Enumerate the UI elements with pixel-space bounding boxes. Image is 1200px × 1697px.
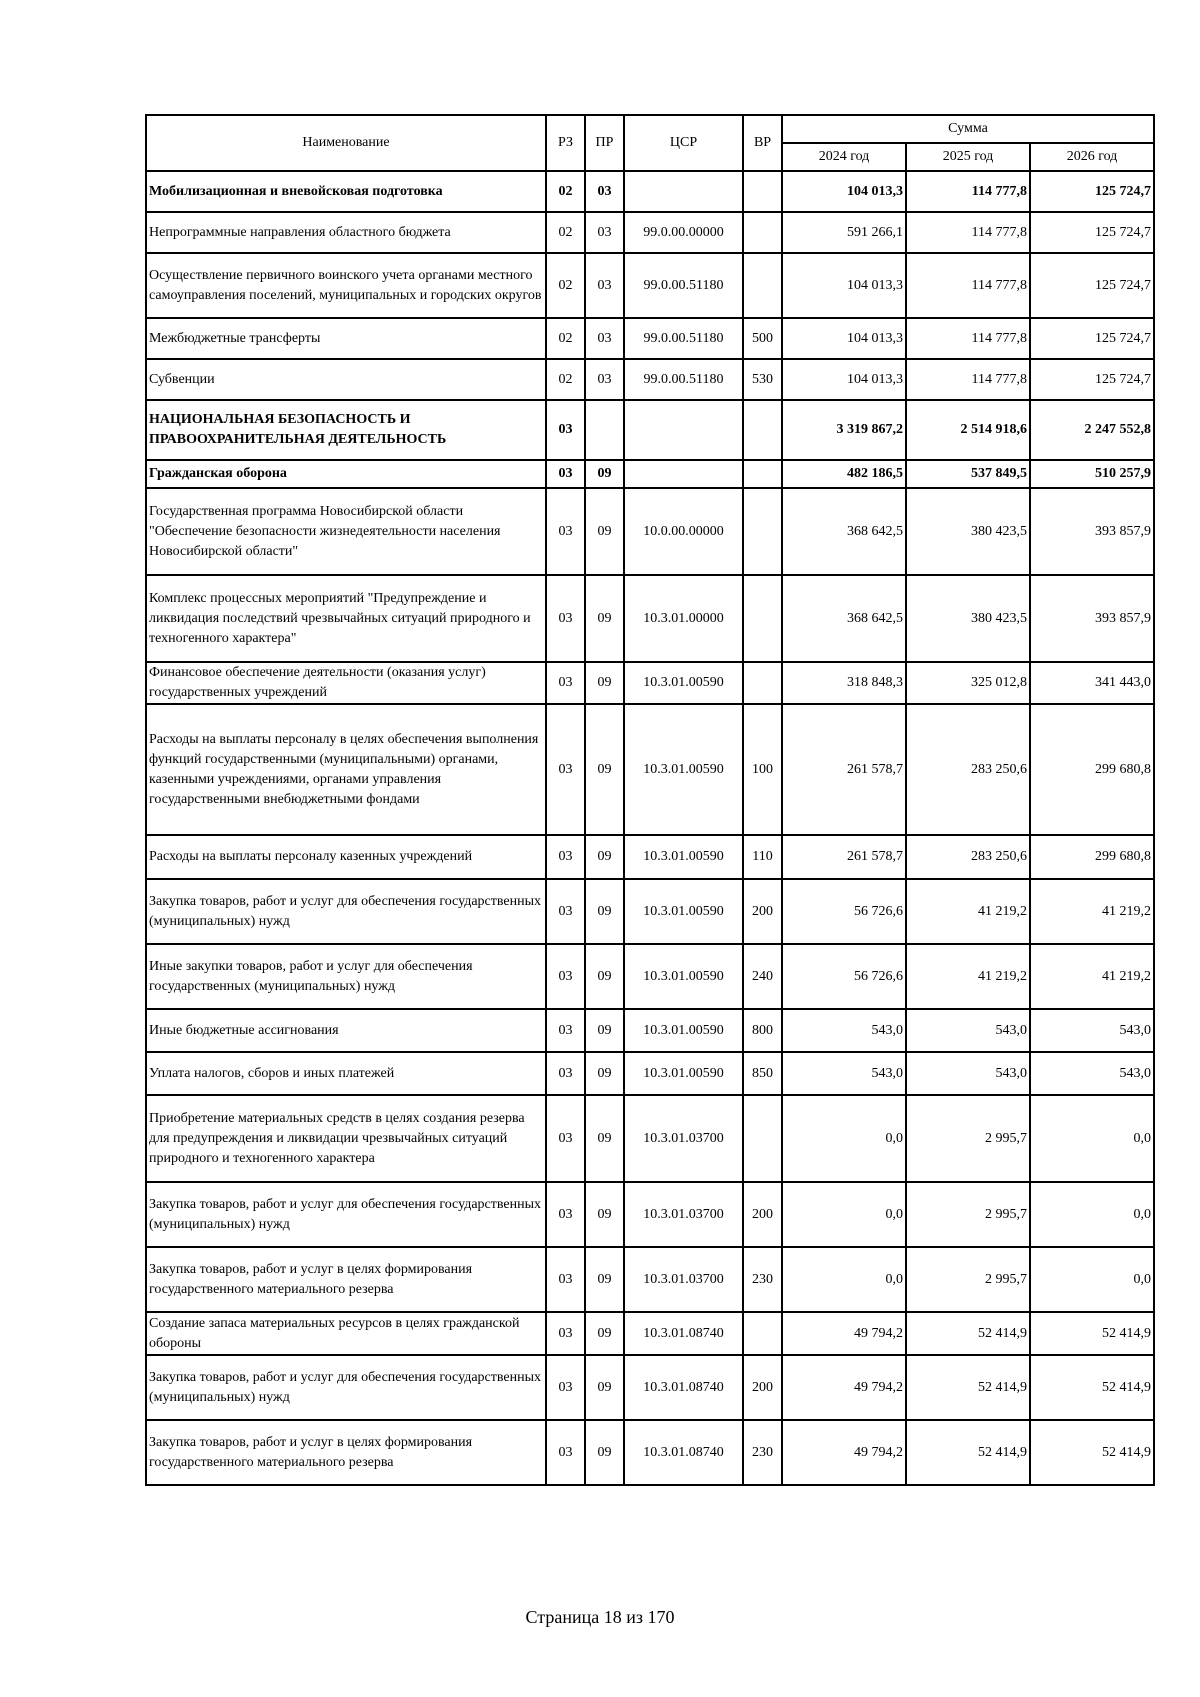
cell-vr: [743, 1095, 782, 1182]
cell-2025: 114 777,8: [906, 212, 1030, 253]
cell-2025: 114 777,8: [906, 318, 1030, 359]
cell-csr: 10.3.01.08740: [624, 1355, 743, 1420]
cell-vr: 230: [743, 1247, 782, 1312]
cell-2026: 393 857,9: [1030, 575, 1154, 662]
cell-vr: 230: [743, 1420, 782, 1485]
table-row: [146, 704, 1154, 835]
cell-vr: 100: [743, 704, 782, 835]
table-row: [146, 1095, 1154, 1182]
cell-rz: 03: [546, 1009, 585, 1052]
cell-2024: 261 578,7: [782, 704, 906, 835]
cell-pr: 09: [585, 1312, 624, 1355]
cell-pr: 09: [585, 944, 624, 1009]
cell-2024: 104 013,3: [782, 171, 906, 212]
cell-name: Уплата налогов, сборов и иных платежей: [146, 1052, 546, 1095]
cell-2025: 41 219,2: [906, 879, 1030, 944]
cell-2025: 41 219,2: [906, 944, 1030, 1009]
cell-rz: 03: [546, 1420, 585, 1485]
cell-2026: 41 219,2: [1030, 879, 1154, 944]
cell-name: Иные бюджетные ассигнования: [146, 1009, 546, 1052]
cell-vr: [743, 488, 782, 575]
table-body: [146, 171, 1154, 1485]
cell-pr: 09: [585, 1052, 624, 1095]
cell-2024: 0,0: [782, 1182, 906, 1247]
header-sum: Сумма: [782, 115, 1154, 143]
header-name: Наименование: [146, 115, 546, 171]
cell-2025: 2 995,7: [906, 1182, 1030, 1247]
page-number: Страница 18 из 170: [525, 1607, 675, 1627]
table-row: [146, 835, 1154, 879]
cell-name: Закупка товаров, работ и услуг для обеспечения государственных (муниципальных) нужд: [146, 879, 546, 944]
cell-csr: 10.3.01.00590: [624, 944, 743, 1009]
cell-rz: 03: [546, 835, 585, 879]
table-row: [146, 1420, 1154, 1485]
cell-vr: [743, 400, 782, 460]
cell-pr: 03: [585, 318, 624, 359]
cell-name: Государственная программа Новосибирской области "Обеспечение безопасности жизнедеятельности населения Новосибирской области": [146, 488, 546, 575]
cell-csr: 10.3.01.08740: [624, 1420, 743, 1485]
cell-rz: 02: [546, 359, 585, 400]
cell-vr: [743, 1312, 782, 1355]
cell-2025: 283 250,6: [906, 835, 1030, 879]
cell-rz: 03: [546, 879, 585, 944]
cell-2024: 56 726,6: [782, 944, 906, 1009]
cell-2024: 318 848,3: [782, 662, 906, 704]
cell-2026: 52 414,9: [1030, 1420, 1154, 1485]
cell-vr: [743, 662, 782, 704]
cell-2025: 325 012,8: [906, 662, 1030, 704]
cell-2026: 0,0: [1030, 1247, 1154, 1312]
cell-name: Создание запаса материальных ресурсов в целях гражданской обороны: [146, 1312, 546, 1355]
cell-2026: 510 257,9: [1030, 460, 1154, 488]
cell-pr: 09: [585, 575, 624, 662]
cell-2025: 380 423,5: [906, 488, 1030, 575]
cell-name: Приобретение материальных средств в целях создания резерва для предупреждения и ликвидации чрезвычайных ситуаций природного и техногенного характера: [146, 1095, 546, 1182]
table-row: [146, 1182, 1154, 1247]
cell-2024: 0,0: [782, 1247, 906, 1312]
cell-rz: 03: [546, 944, 585, 1009]
cell-2025: 2 514 918,6: [906, 400, 1030, 460]
cell-2024: 49 794,2: [782, 1420, 906, 1485]
cell-name: НАЦИОНАЛЬНАЯ БЕЗОПАСНОСТЬ И ПРАВООХРАНИТЕЛЬНАЯ ДЕЯТЕЛЬНОСТЬ: [146, 400, 546, 460]
table-row: [146, 879, 1154, 944]
table-row: [146, 575, 1154, 662]
cell-pr: 09: [585, 1009, 624, 1052]
cell-vr: 200: [743, 879, 782, 944]
cell-name: Закупка товаров, работ и услуг для обеспечения государственных (муниципальных) нужд: [146, 1182, 546, 1247]
cell-2025: 537 849,5: [906, 460, 1030, 488]
cell-2025: 114 777,8: [906, 171, 1030, 212]
cell-2025: 52 414,9: [906, 1312, 1030, 1355]
cell-vr: 800: [743, 1009, 782, 1052]
cell-2024: 56 726,6: [782, 879, 906, 944]
cell-vr: 850: [743, 1052, 782, 1095]
cell-name: Закупка товаров, работ и услуг в целях формирования государственного материального резерва: [146, 1420, 546, 1485]
cell-2026: 125 724,7: [1030, 359, 1154, 400]
cell-vr: [743, 575, 782, 662]
cell-vr: [743, 212, 782, 253]
cell-rz: 03: [546, 488, 585, 575]
cell-csr: [624, 400, 743, 460]
cell-2025: 283 250,6: [906, 704, 1030, 835]
cell-2025: 114 777,8: [906, 359, 1030, 400]
cell-vr: [743, 171, 782, 212]
header-pr: ПР: [585, 115, 624, 171]
header-rz: РЗ: [546, 115, 585, 171]
cell-name: Непрограммные направления областного бюджета: [146, 212, 546, 253]
cell-pr: 09: [585, 1420, 624, 1485]
cell-2024: 543,0: [782, 1052, 906, 1095]
table-row: [146, 253, 1154, 318]
cell-csr: 99.0.00.51180: [624, 359, 743, 400]
cell-csr: [624, 460, 743, 488]
cell-pr: 09: [585, 835, 624, 879]
cell-2025: 380 423,5: [906, 575, 1030, 662]
cell-csr: 10.3.01.03700: [624, 1095, 743, 1182]
cell-2024: 543,0: [782, 1009, 906, 1052]
cell-2026: 41 219,2: [1030, 944, 1154, 1009]
table-row: [146, 318, 1154, 359]
cell-name: Иные закупки товаров, работ и услуг для обеспечения государственных (муниципальных) нужд: [146, 944, 546, 1009]
cell-vr: [743, 253, 782, 318]
header-year-2024: 2024 год: [782, 143, 906, 171]
cell-csr: 10.3.01.00000: [624, 575, 743, 662]
cell-2024: 104 013,3: [782, 253, 906, 318]
cell-pr: 09: [585, 662, 624, 704]
cell-2026: 2 247 552,8: [1030, 400, 1154, 460]
cell-pr: [585, 400, 624, 460]
cell-csr: 10.3.01.03700: [624, 1182, 743, 1247]
cell-rz: 03: [546, 1355, 585, 1420]
cell-2026: 125 724,7: [1030, 212, 1154, 253]
table-row: [146, 1247, 1154, 1312]
cell-pr: 09: [585, 460, 624, 488]
cell-vr: 240: [743, 944, 782, 1009]
cell-name: Мобилизационная и вневойсковая подготовка: [146, 171, 546, 212]
header-vr: ВР: [743, 115, 782, 171]
cell-rz: 03: [546, 575, 585, 662]
cell-2024: 261 578,7: [782, 835, 906, 879]
table-row: [146, 488, 1154, 575]
cell-2026: 125 724,7: [1030, 171, 1154, 212]
cell-csr: 10.3.01.00590: [624, 662, 743, 704]
cell-rz: 02: [546, 253, 585, 318]
cell-pr: 03: [585, 212, 624, 253]
cell-csr: 10.3.01.00590: [624, 879, 743, 944]
cell-2024: 368 642,5: [782, 575, 906, 662]
cell-rz: 03: [546, 1312, 585, 1355]
cell-name: Гражданская оборона: [146, 460, 546, 488]
cell-name: Расходы на выплаты персоналу в целях обеспечения выполнения функций государственными (муниципальными) органами, казенными учреждениями, органами управления государственными внебюджетными фондами: [146, 704, 546, 835]
table-row: [146, 1355, 1154, 1420]
table-row: [146, 944, 1154, 1009]
cell-2025: 114 777,8: [906, 253, 1030, 318]
table-row: [146, 460, 1154, 488]
cell-rz: 03: [546, 1052, 585, 1095]
cell-pr: 09: [585, 1182, 624, 1247]
cell-csr: 10.3.01.00590: [624, 704, 743, 835]
cell-2026: 299 680,8: [1030, 835, 1154, 879]
cell-2025: 543,0: [906, 1009, 1030, 1052]
cell-2026: 125 724,7: [1030, 253, 1154, 318]
header-year-2026: 2026 год: [1030, 143, 1154, 171]
cell-rz: 03: [546, 1247, 585, 1312]
cell-name: Закупка товаров, работ и услуг в целях формирования государственного материального резерва: [146, 1247, 546, 1312]
table-row: [146, 212, 1154, 253]
cell-vr: 200: [743, 1182, 782, 1247]
cell-rz: 03: [546, 662, 585, 704]
cell-2026: 0,0: [1030, 1095, 1154, 1182]
cell-pr: 03: [585, 359, 624, 400]
cell-vr: 110: [743, 835, 782, 879]
cell-rz: 03: [546, 1095, 585, 1182]
cell-csr: 10.3.01.00590: [624, 1009, 743, 1052]
cell-rz: 02: [546, 318, 585, 359]
cell-csr: 99.0.00.51180: [624, 253, 743, 318]
cell-2024: 0,0: [782, 1095, 906, 1182]
cell-vr: 530: [743, 359, 782, 400]
cell-2024: 104 013,3: [782, 318, 906, 359]
cell-2026: 341 443,0: [1030, 662, 1154, 704]
cell-csr: 99.0.00.00000: [624, 212, 743, 253]
cell-pr: 09: [585, 1095, 624, 1182]
cell-2024: 482 186,5: [782, 460, 906, 488]
cell-csr: 10.3.01.08740: [624, 1312, 743, 1355]
cell-2025: 543,0: [906, 1052, 1030, 1095]
cell-csr: 10.3.01.00590: [624, 835, 743, 879]
cell-name: Осуществление первичного воинского учета органами местного самоуправления поселений, муниципальных и городских округов: [146, 253, 546, 318]
cell-name: Финансовое обеспечение деятельности (оказания услуг) государственных учреждений: [146, 662, 546, 704]
cell-rz: 02: [546, 171, 585, 212]
cell-2025: 52 414,9: [906, 1355, 1030, 1420]
cell-rz: 03: [546, 704, 585, 835]
cell-2025: 2 995,7: [906, 1095, 1030, 1182]
cell-2024: 591 266,1: [782, 212, 906, 253]
cell-rz: 03: [546, 460, 585, 488]
cell-2026: 0,0: [1030, 1182, 1154, 1247]
header-year-2025: 2025 год: [906, 143, 1030, 171]
cell-pr: 03: [585, 253, 624, 318]
cell-csr: [624, 171, 743, 212]
cell-name: Комплекс процессных мероприятий "Предупреждение и ликвидация последствий чрезвычайных ситуаций природного и техногенного характера": [146, 575, 546, 662]
cell-pr: 09: [585, 1355, 624, 1420]
cell-2025: 2 995,7: [906, 1247, 1030, 1312]
header-csr: ЦСР: [624, 115, 743, 171]
cell-pr: 09: [585, 1247, 624, 1312]
cell-2024: 104 013,3: [782, 359, 906, 400]
cell-2025: 52 414,9: [906, 1420, 1030, 1485]
cell-name: Субвенции: [146, 359, 546, 400]
cell-rz: 03: [546, 400, 585, 460]
cell-name: Расходы на выплаты персоналу казенных учреждений: [146, 835, 546, 879]
cell-pr: 09: [585, 879, 624, 944]
cell-2024: 49 794,2: [782, 1312, 906, 1355]
cell-pr: 09: [585, 704, 624, 835]
cell-2026: 393 857,9: [1030, 488, 1154, 575]
table-header: [146, 115, 1154, 171]
cell-2024: 49 794,2: [782, 1355, 906, 1420]
cell-pr: 03: [585, 171, 624, 212]
budget-table: [145, 114, 1155, 1486]
cell-2026: 52 414,9: [1030, 1312, 1154, 1355]
cell-vr: [743, 460, 782, 488]
cell-2026: 52 414,9: [1030, 1355, 1154, 1420]
cell-csr: 10.0.00.00000: [624, 488, 743, 575]
cell-csr: 10.3.01.03700: [624, 1247, 743, 1312]
cell-vr: 200: [743, 1355, 782, 1420]
cell-2026: 543,0: [1030, 1052, 1154, 1095]
cell-rz: 03: [546, 1182, 585, 1247]
cell-2024: 368 642,5: [782, 488, 906, 575]
cell-csr: 10.3.01.00590: [624, 1052, 743, 1095]
table-row: [146, 1052, 1154, 1095]
table-row: [146, 400, 1154, 460]
cell-name: Закупка товаров, работ и услуг для обеспечения государственных (муниципальных) нужд: [146, 1355, 546, 1420]
cell-2026: 543,0: [1030, 1009, 1154, 1052]
cell-2026: 299 680,8: [1030, 704, 1154, 835]
cell-csr: 99.0.00.51180: [624, 318, 743, 359]
cell-rz: 02: [546, 212, 585, 253]
table-row: [146, 171, 1154, 212]
table-row: [146, 1312, 1154, 1355]
table-row: [146, 359, 1154, 400]
cell-2026: 125 724,7: [1030, 318, 1154, 359]
cell-2024: 3 319 867,2: [782, 400, 906, 460]
cell-vr: 500: [743, 318, 782, 359]
table-row: [146, 662, 1154, 704]
cell-name: Межбюджетные трансферты: [146, 318, 546, 359]
cell-pr: 09: [585, 488, 624, 575]
table-row: [146, 1009, 1154, 1052]
